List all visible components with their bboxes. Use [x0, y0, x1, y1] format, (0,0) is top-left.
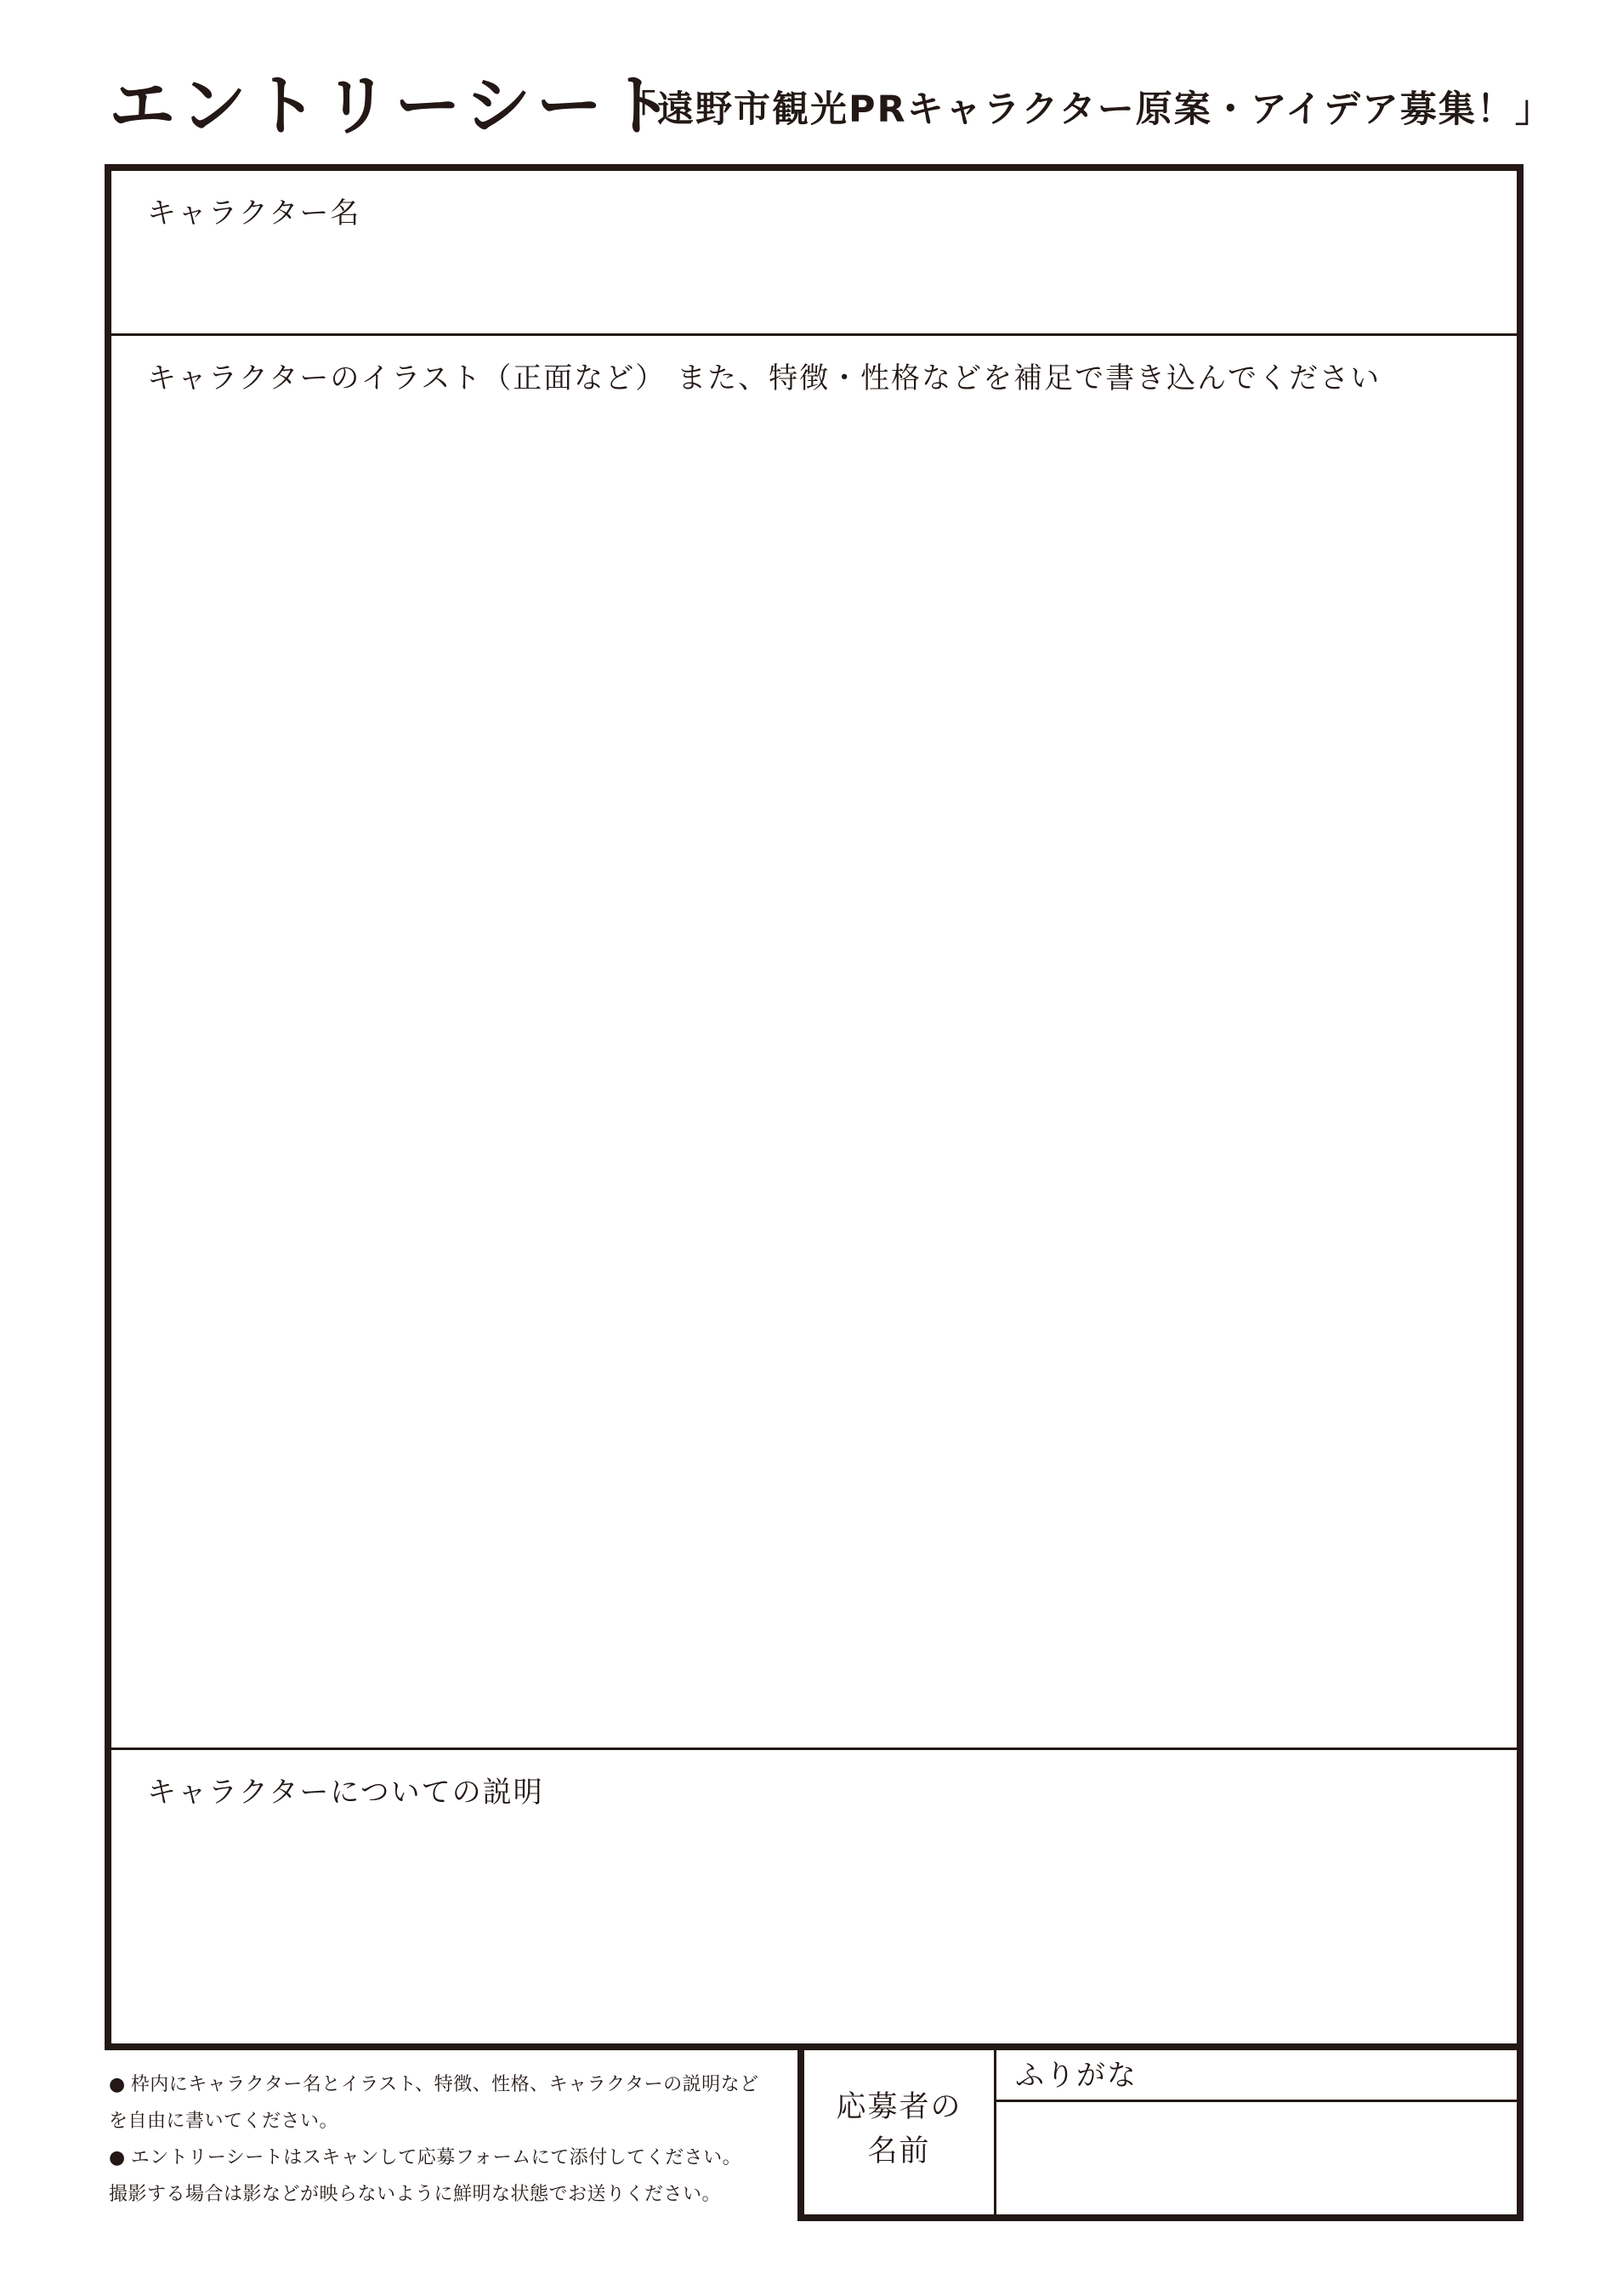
furigana-label: ふりがな: [1015, 2059, 1138, 2093]
note-line: [109, 2140, 789, 2176]
applicant-name-box: [797, 2043, 1524, 2221]
character-name-field[interactable]: [111, 171, 1517, 336]
character-description-label: キャラクターについての説明: [147, 1776, 544, 1810]
note-line: [109, 2176, 789, 2213]
applicant-label-cell: [804, 2043, 996, 2214]
applicant-label: 応募者の 名前: [836, 2089, 962, 2168]
character-description-field[interactable]: [111, 1750, 1517, 2043]
note-text: 枠内にキャラクター名とイラスト、特徴、性格、キャラクターの説明など: [130, 2074, 759, 2095]
bullet-icon: ●: [109, 2074, 126, 2095]
character-illustration-label: キャラクターのイラスト（正面など） また、特徴・性格などを補足で書き込んでください: [147, 361, 1382, 395]
note-line: [109, 2103, 789, 2140]
entry-frame: [105, 164, 1524, 2050]
bullet-icon: ●: [109, 2147, 126, 2168]
character-name-label: キャラクター名: [147, 196, 361, 230]
character-illustration-area[interactable]: [111, 336, 1517, 1750]
page-subtitle: 「遠野市観光PRキャラクター原案・アイデア募集！」: [619, 88, 1553, 131]
note-text: エントリーシートはスキャンして応募フォームにて添付してください。: [130, 2147, 742, 2168]
note-text: を自由に書いてください。: [109, 2111, 339, 2132]
furigana-field[interactable]: [996, 2043, 1517, 2102]
note-text: 撮影する場合は影などが映らないように鮮明な状態でお送りください。: [109, 2184, 722, 2205]
applicant-name-field[interactable]: [996, 2102, 1517, 2214]
instructions-notes: [109, 2066, 789, 2213]
note-line: [109, 2066, 789, 2103]
page-title: エントリーシート: [109, 68, 679, 145]
